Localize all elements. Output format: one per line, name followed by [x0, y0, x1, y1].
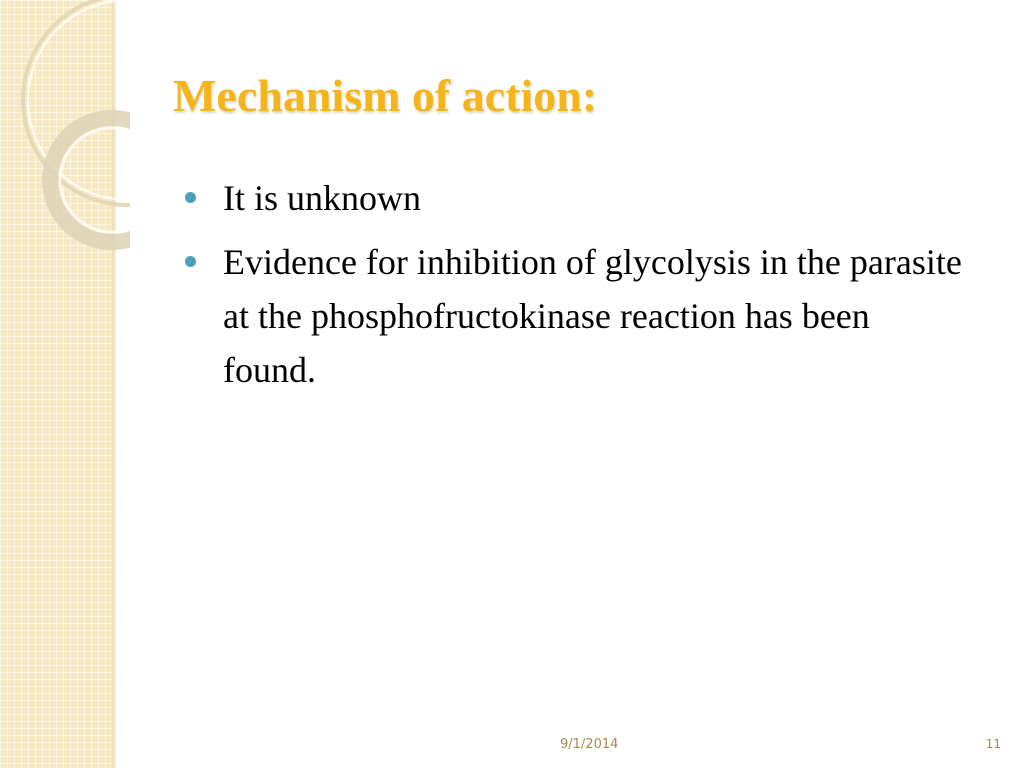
bullet-dot-icon — [185, 192, 196, 203]
bullet-item — [185, 171, 965, 225]
footer-date: 9/1/2014 — [560, 737, 619, 752]
bullet-item — [185, 235, 965, 397]
bullet-dot-icon — [185, 256, 196, 267]
bullet-list — [185, 171, 965, 407]
bullet-text: Evidence for inhibition of glycolysis in the parasite at the phosphofructokinase reaction has been found. — [223, 242, 962, 390]
footer-page-number: 11 — [985, 737, 1001, 751]
slide-title: Mechanism of action: — [173, 70, 598, 121]
decorative-rings-icon — [0, 0, 130, 260]
bullet-text: It is unknown — [223, 178, 421, 218]
